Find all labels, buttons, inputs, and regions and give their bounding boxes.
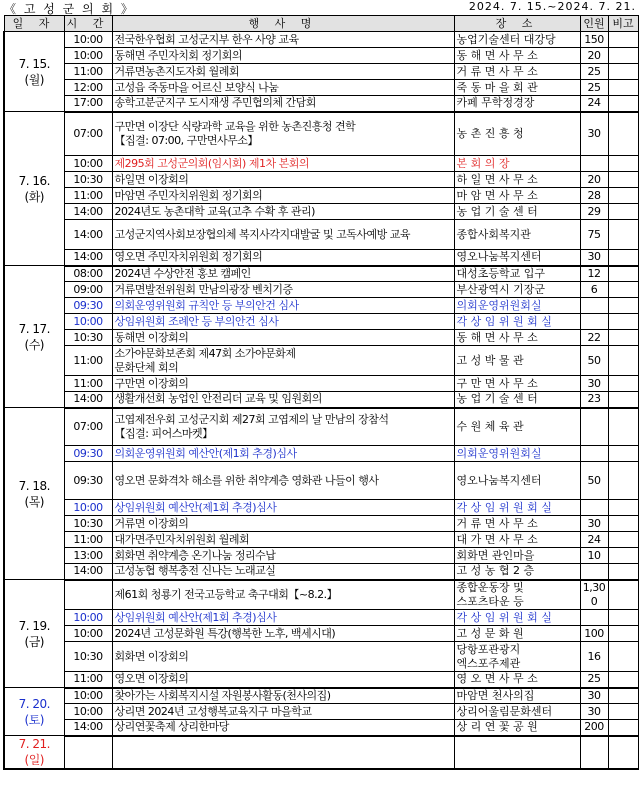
place-cell: 본 회 의 장 (454, 156, 580, 172)
table-row (4, 346, 638, 376)
place-cell: 농업기술센터 대강당 (454, 32, 580, 48)
note-cell (608, 172, 638, 188)
time-cell: 09:30 (64, 298, 112, 314)
note-cell (608, 330, 638, 346)
header-date: 일 자 (4, 16, 64, 32)
count-cell: 30 (580, 688, 608, 704)
event-cell: 고엽제전우회 고성군지회 제27회 고엽제의 날 만남의 장참석 【집결: 피어스마켓】 (112, 408, 454, 446)
time-cell: 17:00 (64, 96, 112, 112)
place-cell: 당항포관광지 엑스포주제관 (454, 642, 580, 672)
count-cell: 29 (580, 204, 608, 220)
count-cell (580, 156, 608, 172)
table-row (4, 112, 638, 156)
table-row (4, 64, 638, 80)
table-row (4, 704, 638, 720)
place-cell: 각 상 임 위 원 회 실 (454, 610, 580, 626)
time-cell: 11:00 (64, 532, 112, 548)
event-cell: 거류면농촌지도자회 월례회 (112, 64, 454, 80)
place-cell: 농 업 기 술 센 터 (454, 392, 580, 408)
table-row (4, 80, 638, 96)
time-cell: 09:30 (64, 462, 112, 500)
place-cell: 대성초등학교 입구 (454, 266, 580, 282)
time-cell: 10:30 (64, 330, 112, 346)
count-cell: 25 (580, 64, 608, 80)
table-row (4, 156, 638, 172)
event-cell: 하일면 이장회의 (112, 172, 454, 188)
count-cell: 50 (580, 346, 608, 376)
event-cell: 영오면 주민자치위원회 정기회의 (112, 250, 454, 266)
table-row (4, 736, 638, 770)
table-row (4, 610, 638, 626)
event-cell: 전국한우협회 고성군지부 한우 사양 교육 (112, 32, 454, 48)
count-cell: 28 (580, 188, 608, 204)
note-cell (608, 156, 638, 172)
time-cell (64, 736, 112, 770)
note-cell (608, 266, 638, 282)
event-cell: 생활개선회 농업인 안전리더 교육 및 임원회의 (112, 392, 454, 408)
place-cell: 농 업 기 술 센 터 (454, 204, 580, 220)
count-cell (580, 500, 608, 516)
place-cell: 종합사회복지관 (454, 220, 580, 250)
time-cell: 13:00 (64, 548, 112, 564)
event-cell: 2024년 수상안전 홍보 캠페인 (112, 266, 454, 282)
time-cell: 09:00 (64, 282, 112, 298)
event-cell: 거류면 이장회의 (112, 516, 454, 532)
header-place: 장 소 (454, 16, 580, 32)
place-cell: 동 해 면 사 무 소 (454, 48, 580, 64)
table-row (4, 720, 638, 736)
event-cell: 고성농협 행복충전 신나는 노래교실 (112, 564, 454, 580)
count-cell (580, 314, 608, 330)
note-cell (608, 298, 638, 314)
time-cell: 14:00 (64, 392, 112, 408)
count-cell: 22 (580, 330, 608, 346)
date-cell: 7. 15. (월) (4, 32, 64, 112)
note-cell (608, 516, 638, 532)
note-cell (608, 204, 638, 220)
event-cell: 동해면 주민자치회 정기회의 (112, 48, 454, 64)
table-row (4, 516, 638, 532)
date-cell: 7. 18. (목) (4, 408, 64, 580)
table-row (4, 408, 638, 446)
table-row (4, 500, 638, 516)
note-cell (608, 250, 638, 266)
table-row (4, 172, 638, 188)
count-cell: 24 (580, 532, 608, 548)
place-cell: 수 원 체 육 관 (454, 408, 580, 446)
place-cell: 부산광역시 기장군 (454, 282, 580, 298)
count-cell: 30 (580, 376, 608, 392)
place-cell: 마암면 천사의집 (454, 688, 580, 704)
place-cell: 구 만 면 사 무 소 (454, 376, 580, 392)
note-cell (608, 548, 638, 564)
table-row (4, 446, 638, 462)
time-cell: 14:00 (64, 720, 112, 736)
note-cell (608, 500, 638, 516)
event-cell: 영오면 이장회의 (112, 672, 454, 688)
table-row (4, 314, 638, 330)
event-cell (112, 736, 454, 770)
table-row (4, 282, 638, 298)
note-cell (608, 446, 638, 462)
place-cell: 영오나눔복지센터 (454, 462, 580, 500)
count-cell (580, 408, 608, 446)
time-cell: 11:00 (64, 188, 112, 204)
count-cell: 100 (580, 626, 608, 642)
note-cell (608, 672, 638, 688)
time-cell: 10:00 (64, 626, 112, 642)
time-cell: 11:00 (64, 672, 112, 688)
event-cell: 회화면 취약계층 온기나눔 정리수납 (112, 548, 454, 564)
note-cell (608, 580, 638, 610)
event-cell: 구만면 이장회의 (112, 376, 454, 392)
note-cell (608, 220, 638, 250)
note-cell (608, 346, 638, 376)
note-cell (608, 462, 638, 500)
note-cell (608, 282, 638, 298)
note-cell (608, 48, 638, 64)
table-row (4, 220, 638, 250)
event-cell: 제61회 청룡기 전국고등학교 축구대회【~8.2.】 (112, 580, 454, 610)
event-cell: 회화면 이장회의 (112, 642, 454, 672)
table-row (4, 188, 638, 204)
place-cell: 상 리 연 꽃 공 원 (454, 720, 580, 736)
time-cell: 10:00 (64, 156, 112, 172)
place-cell: 거 류 면 사 무 소 (454, 64, 580, 80)
table-row (4, 48, 638, 64)
place-cell: 하 일 면 사 무 소 (454, 172, 580, 188)
date-cell: 7. 17. (수) (4, 266, 64, 408)
time-cell: 08:00 (64, 266, 112, 282)
count-cell (580, 446, 608, 462)
note-cell (608, 314, 638, 330)
event-cell: 구만면 이장단 식량과학 교육을 위한 농촌진흥청 견학 【집결: 07:00, 구만면사무소】 (112, 112, 454, 156)
table-row (4, 250, 638, 266)
place-cell: 영오나눔복지센터 (454, 250, 580, 266)
place-cell: 회화면 관인마을 (454, 548, 580, 564)
note-cell (608, 642, 638, 672)
event-cell: 상리연꽃축제 상리한마당 (112, 720, 454, 736)
time-cell: 10:00 (64, 48, 112, 64)
count-cell: 10 (580, 548, 608, 564)
header-count: 인원 (580, 16, 608, 32)
table-row (4, 376, 638, 392)
table-row (4, 462, 638, 500)
table-row (4, 548, 638, 564)
table-row (4, 392, 638, 408)
event-cell: 대가면주민자치위원회 월례회 (112, 532, 454, 548)
time-cell: 10:30 (64, 642, 112, 672)
count-cell (580, 736, 608, 770)
table-row (4, 32, 638, 48)
time-cell: 07:00 (64, 112, 112, 156)
note-cell (608, 610, 638, 626)
table-row (4, 688, 638, 704)
note-cell (608, 408, 638, 446)
note-cell (608, 188, 638, 204)
place-cell: 의회운영위원회실 (454, 446, 580, 462)
time-cell: 09:30 (64, 446, 112, 462)
place-cell: 고 성 농 협 2 층 (454, 564, 580, 580)
place-cell: 죽 동 마 을 회 관 (454, 80, 580, 96)
time-cell: 10:00 (64, 314, 112, 330)
count-cell: 150 (580, 32, 608, 48)
event-cell: 의회운영위원회 예산안(제1회 추경)심사 (112, 446, 454, 462)
time-cell: 10:30 (64, 516, 112, 532)
time-cell: 11:00 (64, 346, 112, 376)
event-cell: 소가야문화보존회 제47회 소가야문화제 문화단체 회의 (112, 346, 454, 376)
header-note: 비고 (608, 16, 638, 32)
note-cell (608, 376, 638, 392)
count-cell: 6 (580, 282, 608, 298)
table-row (4, 564, 638, 580)
place-cell: 고 성 박 물 관 (454, 346, 580, 376)
event-cell: 동해면 이장회의 (112, 330, 454, 346)
header-event: 행 사 명 (112, 16, 454, 32)
count-cell: 25 (580, 672, 608, 688)
time-cell: 14:00 (64, 204, 112, 220)
period: 2024. 7. 15.~2024. 7. 21. (468, 0, 636, 13)
schedule-body (4, 32, 638, 770)
count-cell (580, 564, 608, 580)
time-cell: 07:00 (64, 408, 112, 446)
place-cell: 의회운영위원회실 (454, 298, 580, 314)
time-cell (64, 580, 112, 610)
schedule-table (3, 15, 639, 770)
event-cell: 상임위원회 예산안(제1회 추경)심사 (112, 500, 454, 516)
table-row (4, 266, 638, 282)
event-cell: 찾아가는 사회복지시설 자원봉사활동(천사의집) (112, 688, 454, 704)
event-cell: 상임위원회 조례안 등 부의안건 심사 (112, 314, 454, 330)
event-cell: 제295회 고성군의회(임시회) 제1차 본회의 (112, 156, 454, 172)
time-cell: 10:00 (64, 704, 112, 720)
time-cell: 10:30 (64, 172, 112, 188)
place-cell: 고 성 문 화 원 (454, 626, 580, 642)
table-row (4, 532, 638, 548)
place-cell: 마 암 면 사 무 소 (454, 188, 580, 204)
place-cell: 종합운동장 및 스포츠타운 등 (454, 580, 580, 610)
count-cell: 30 (580, 516, 608, 532)
header-bar (0, 0, 640, 15)
event-cell: 거류면발전위원회 만남의광장 벤치기증 (112, 282, 454, 298)
note-cell (608, 720, 638, 736)
event-cell: 의회운영위원회 규칙안 등 부의안건 심사 (112, 298, 454, 314)
note-cell (608, 688, 638, 704)
time-cell: 10:00 (64, 500, 112, 516)
note-cell (608, 704, 638, 720)
time-cell: 11:00 (64, 64, 112, 80)
note-cell (608, 80, 638, 96)
place-cell: 거 류 면 사 무 소 (454, 516, 580, 532)
date-cell: 7. 16. (화) (4, 112, 64, 266)
count-cell: 1,30 0 (580, 580, 608, 610)
table-header (4, 16, 638, 32)
place-cell: 각 상 임 위 원 회 실 (454, 500, 580, 516)
place-cell: 농 촌 진 흥 청 (454, 112, 580, 156)
table-row (4, 672, 638, 688)
note-cell (608, 112, 638, 156)
place-cell: 동 해 면 사 무 소 (454, 330, 580, 346)
count-cell: 24 (580, 96, 608, 112)
count-cell: 30 (580, 704, 608, 720)
count-cell: 23 (580, 392, 608, 408)
date-cell: 7. 21. (일) (4, 736, 64, 770)
note-cell (608, 32, 638, 48)
place-cell: 대 가 면 사 무 소 (454, 532, 580, 548)
time-cell: 12:00 (64, 80, 112, 96)
table-row (4, 580, 638, 610)
note-cell (608, 564, 638, 580)
place-cell: 각 상 임 위 원 회 실 (454, 314, 580, 330)
count-cell: 30 (580, 112, 608, 156)
count-cell: 20 (580, 48, 608, 64)
count-cell: 12 (580, 266, 608, 282)
time-cell: 11:00 (64, 376, 112, 392)
note-cell (608, 532, 638, 548)
header-time: 시 간 (64, 16, 112, 32)
event-cell: 상리면 2024년 고성행복교육지구 마을학교 (112, 704, 454, 720)
date-cell: 7. 19. (금) (4, 580, 64, 688)
count-cell: 200 (580, 720, 608, 736)
note-cell (608, 626, 638, 642)
note-cell (608, 392, 638, 408)
note-cell (608, 736, 638, 770)
event-cell: 2024년도 농촌대학 교육(고추 수확 후 관리) (112, 204, 454, 220)
count-cell: 16 (580, 642, 608, 672)
count-cell: 50 (580, 462, 608, 500)
count-cell: 20 (580, 172, 608, 188)
table-row (4, 642, 638, 672)
event-cell: 2024년 고성문화원 특강(행복한 노후, 백세시대) (112, 626, 454, 642)
time-cell: 14:00 (64, 220, 112, 250)
time-cell: 14:00 (64, 564, 112, 580)
event-cell: 고성군지역사회보장협의체 복지사각지대발굴 및 고독사예방 교육 (112, 220, 454, 250)
place-cell: 카페 무학정경장 (454, 96, 580, 112)
time-cell: 14:00 (64, 250, 112, 266)
event-cell: 상임위원회 예산안(제1회 추경)심사 (112, 610, 454, 626)
table-row (4, 298, 638, 314)
count-cell: 30 (580, 250, 608, 266)
page-title: 《 고 성 군 의 회 》 (4, 2, 135, 16)
note-cell (608, 64, 638, 80)
count-cell (580, 298, 608, 314)
event-cell: 송학고분군지구 도시재생 주민협의체 간담회 (112, 96, 454, 112)
place-cell (454, 736, 580, 770)
event-cell: 영오면 문화격차 해소를 위한 취약계층 영화관 나들이 행사 (112, 462, 454, 500)
table-row (4, 204, 638, 220)
time-cell: 10:00 (64, 32, 112, 48)
count-cell (580, 610, 608, 626)
date-cell: 7. 20. (토) (4, 688, 64, 736)
note-cell (608, 96, 638, 112)
place-cell: 영 오 면 사 무 소 (454, 672, 580, 688)
event-cell: 고성읍 죽동마을 어르신 보양식 나눔 (112, 80, 454, 96)
time-cell: 10:00 (64, 688, 112, 704)
time-cell: 10:00 (64, 610, 112, 626)
table-row (4, 330, 638, 346)
place-cell: 상리어울림문화센터 (454, 704, 580, 720)
event-cell: 마암면 주민자치위원회 정기회의 (112, 188, 454, 204)
count-cell: 25 (580, 80, 608, 96)
count-cell: 75 (580, 220, 608, 250)
table-row (4, 626, 638, 642)
table-row (4, 96, 638, 112)
